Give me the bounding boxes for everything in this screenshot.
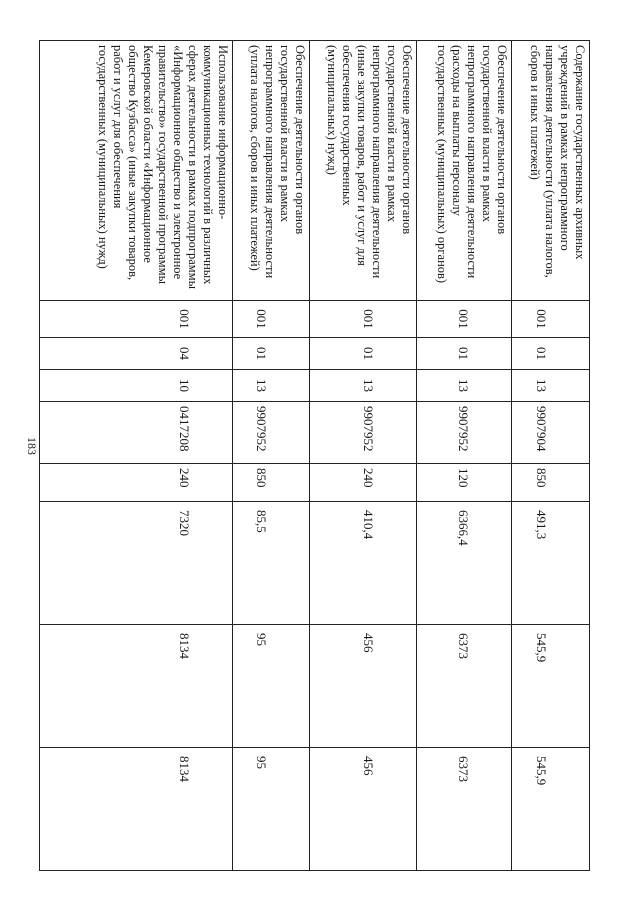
amount-1: 7320	[40, 502, 233, 625]
section-code: 01	[417, 338, 512, 370]
section-code: 01	[233, 338, 310, 370]
row-description: Обеспечение деятельности органов государственной власти в рамках непрограммного направления деятельности (иные закупки товаров, работ и услуг для обеспечения государственных (муниципальных) нужд)	[310, 41, 417, 301]
expense-type-code: 120	[417, 464, 512, 502]
table-row	[310, 41, 417, 871]
rotated-page-content	[40, 40, 590, 870]
subsection-code: 13	[310, 370, 417, 402]
table-row	[40, 41, 233, 871]
amount-1: 6366,4	[417, 502, 512, 625]
amount-2: 6373	[417, 625, 512, 748]
expense-type-code: 240	[310, 464, 417, 502]
table-row	[512, 41, 590, 871]
row-description: Содержание государственных архивных учреждений в рамках непрограммного направления деятельности (уплата налогов, сборов и иных платежей)	[512, 41, 590, 301]
admin-code: 001	[512, 301, 590, 338]
amount-1: 491,3	[512, 502, 590, 625]
section-code: 01	[512, 338, 590, 370]
amount-3: 8134	[40, 748, 233, 871]
subsection-code: 13	[512, 370, 590, 402]
section-code: 01	[310, 338, 417, 370]
amount-3: 95	[233, 748, 310, 871]
subsection-code: 10	[40, 370, 233, 402]
subsection-code: 13	[233, 370, 310, 402]
admin-code: 001	[417, 301, 512, 338]
target-article-code: 9907952	[233, 402, 310, 464]
amount-1: 85,5	[233, 502, 310, 625]
admin-code: 001	[233, 301, 310, 338]
row-description: Обеспечение деятельности органов государственной власти в рамках непрограммного направления деятельности (уплата налогов, сборов и иных платежей)	[233, 41, 310, 301]
expense-type-code: 240	[40, 464, 233, 502]
row-description: Обеспечение деятельности органов государственной власти в рамках непрограммного направления деятельности (расходы на выплаты персоналу государственных (муниципальных) органов)	[417, 41, 512, 301]
target-article-code: 0417208	[40, 402, 233, 464]
amount-2: 8134	[40, 625, 233, 748]
amount-3: 6373	[417, 748, 512, 871]
amount-2: 545,9	[512, 625, 590, 748]
target-article-code: 9907952	[417, 402, 512, 464]
section-code: 04	[40, 338, 233, 370]
expense-type-code: 850	[233, 464, 310, 502]
amount-3: 456	[310, 748, 417, 871]
table-row	[417, 41, 512, 871]
page-number: 183	[25, 437, 39, 455]
amount-2: 95	[233, 625, 310, 748]
expense-type-code: 850	[512, 464, 590, 502]
admin-code: 001	[40, 301, 233, 338]
target-article-code: 9907952	[310, 402, 417, 464]
table-row	[233, 41, 310, 871]
budget-table	[39, 40, 590, 871]
target-article-code: 9907904	[512, 402, 590, 464]
amount-1: 410,4	[310, 502, 417, 625]
subsection-code: 13	[417, 370, 512, 402]
amount-2: 456	[310, 625, 417, 748]
amount-3: 545,9	[512, 748, 590, 871]
admin-code: 001	[310, 301, 417, 338]
row-description: Использование информационно-коммуникационных технологий в различных сферах деятельности в рамках подпрограммы «Информационное общество и электронное правительство» государственной программы Кемеровской области «Информационное общество Кузбасса» (иные закупки товаров, работ и услуг для обеспечения государственных (муниципальных) нужд)	[40, 41, 233, 301]
